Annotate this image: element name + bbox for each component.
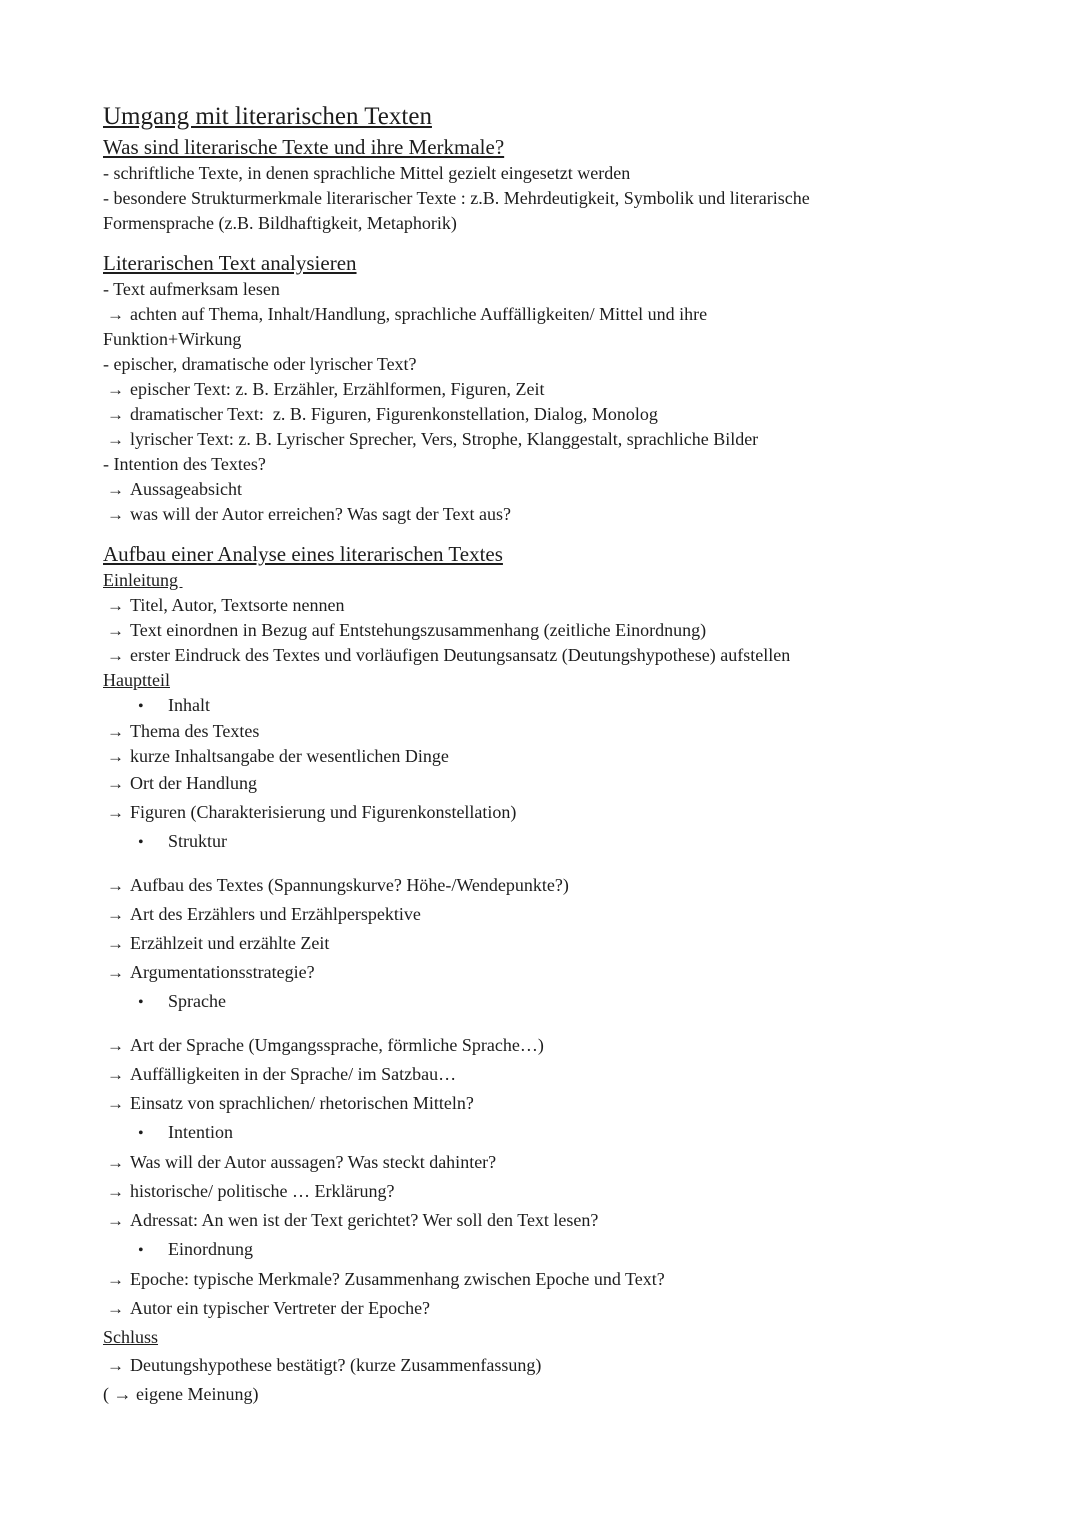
subsection-heading [103,668,1025,693]
bullet-item-text: Einordnung [168,1239,253,1259]
bullet-icon: • [138,698,144,715]
arrow-item-text: Was will der Autor aussagen? Was steckt dahinter? [130,1152,497,1172]
right-arrow-icon: → [107,1299,124,1318]
right-arrow-icon: → [107,876,124,895]
arrow-item [103,377,1025,402]
dash-item-text: - Text aufmerksam lesen [103,279,280,299]
bullet-item [103,1118,1025,1148]
page-title-text: Umgang mit literarischen Texten [103,103,432,130]
arrow-item-text: Ort der Handlung [130,773,257,793]
arrow-item-text: Figuren (Charakterisierung und Figurenkonstellation) [130,802,517,822]
arrow-item [103,798,1025,827]
section-heading-text: Literarischen Text analysieren [103,251,357,275]
subsection-heading [103,1323,1025,1351]
right-arrow-icon: → [107,430,124,449]
arrow-item-text: Deutungshypothese bestätigt? (kurze Zusammenfassung) [130,1355,542,1375]
text-line-text: Formensprache (z.B. Bildhaftigkeit, Metaphorik) [103,213,457,233]
right-arrow-icon: → [107,934,124,953]
right-arrow-icon: → [107,722,124,741]
arrow-item [103,1294,1025,1323]
right-arrow-icon: → [107,1065,124,1084]
arrow-item-text: lyrischer Text: z. B. Lyrischer Sprecher, Vers, Strophe, Klanggestalt, sprachliche Bilder [130,429,759,449]
right-arrow-icon: → [107,621,124,640]
arrow-item [103,1060,1025,1089]
dash-item [103,277,1025,302]
arrow-item-text: was will der Autor erreichen? Was sagt der Text aus? [130,504,511,524]
spacer [103,1017,1025,1031]
arrow-item [103,618,1025,643]
arrow-item [103,1148,1025,1177]
arrow-item-text: Titel, Autor, Textsorte nennen [130,595,345,615]
arrow-item [103,427,1025,452]
text-line-text: ( → eigene Meinung) [103,1384,259,1404]
dash-item-text: - epischer, dramatische oder lyrischer Text? [103,354,417,374]
right-arrow-icon: → [107,1182,124,1201]
arrow-item-text: Autor ein typischer Vertreter der Epoche? [130,1298,431,1318]
arrow-item [103,302,1025,327]
bullet-item [103,987,1025,1017]
right-arrow-icon: → [107,747,124,766]
right-arrow-icon: → [107,803,124,822]
arrow-item [103,502,1025,527]
subsection-heading-text: Hauptteil [103,670,170,690]
arrow-item-text: Argumentationsstrategie? [130,962,315,982]
arrow-item [103,871,1025,900]
arrow-item [103,744,1025,769]
arrow-item [103,1031,1025,1060]
dash-item [103,452,1025,477]
subsection-heading-text: Einleitung [103,570,183,590]
right-arrow-icon: → [107,1153,124,1172]
bullet-item [103,827,1025,857]
spacer [103,527,1025,541]
right-arrow-icon: → [107,774,124,793]
right-arrow-icon: → [107,1356,124,1375]
arrow-item [103,1265,1025,1294]
right-arrow-icon: → [107,1270,124,1289]
page-title [103,100,1025,134]
right-arrow-icon: → [107,305,124,324]
arrow-item-text: Text einordnen in Bezug auf Entstehungszusammenhang (zeitliche Einordnung) [130,620,707,640]
section-heading-text: Was sind literarische Texte und ihre Merkmale? [103,135,505,159]
section-heading [103,134,1025,161]
subsection-heading-text: Schluss [103,1327,159,1347]
arrow-item-text: Art des Erzählers und Erzählperspektive [130,904,421,924]
arrow-item [103,929,1025,958]
arrow-item-text: epischer Text: z. B. Erzähler, Erzählformen, Figuren, Zeit [130,379,545,399]
right-arrow-icon: → [107,380,124,399]
section-heading [103,541,1025,568]
arrow-item [103,643,1025,668]
arrow-item-text: Aufbau des Textes (Spannungskurve? Höhe-/Wendepunkte?) [130,875,569,895]
arrow-item-text: Auffälligkeiten in der Sprache/ im Satzbau… [130,1064,457,1084]
arrow-item [103,1351,1025,1380]
right-arrow-icon: → [107,963,124,982]
arrow-item [103,958,1025,987]
spacer [103,857,1025,871]
bullet-item-text: Intention [168,1122,233,1142]
arrow-item-text: Aussageabsicht [130,479,242,499]
bullet-item [103,693,1025,719]
arrow-item [103,1206,1025,1235]
text-line-text: Funktion+Wirkung [103,329,242,349]
bullet-item [103,1235,1025,1265]
arrow-item-text: Art der Sprache (Umgangssprache, förmliche Sprache…) [130,1035,544,1055]
dash-item [103,186,1025,211]
spacer [103,236,1025,250]
dash-item [103,161,1025,186]
arrow-item-text: Thema des Textes [130,721,260,741]
bullet-icon: • [138,834,144,851]
section-heading [103,250,1025,277]
right-arrow-icon: → [107,905,124,924]
text-line [103,1380,1025,1408]
right-arrow-icon: → [107,505,124,524]
arrow-item-text: Erzählzeit und erzählte Zeit [130,933,330,953]
arrow-item [103,593,1025,618]
section-heading-text: Aufbau einer Analyse eines literarischen Textes [103,542,503,566]
right-arrow-icon: → [107,646,124,665]
text-line [103,327,1025,352]
arrow-item-text: kurze Inhaltsangabe der wesentlichen Dinge [130,746,449,766]
arrow-item-text: erster Eindruck des Textes und vorläufigen Deutungsansatz (Deutungshypothese) aufstellen [130,645,791,665]
arrow-item-text: Epoche: typische Merkmale? Zusammenhang zwischen Epoche und Text? [130,1269,665,1289]
dash-item-text: - besondere Strukturmerkmale literarischer Texte : z.B. Mehrdeutigkeit, Symbolik und literarische [103,188,810,208]
arrow-item [103,402,1025,427]
arrow-item [103,477,1025,502]
bullet-item-text: Inhalt [168,695,210,715]
arrow-item-text: dramatischer Text: z. B. Figuren, Figurenkonstellation, Dialog, Monolog [130,404,658,424]
right-arrow-icon: → [107,1211,124,1230]
arrow-item [103,719,1025,744]
arrow-item [103,900,1025,929]
right-arrow-icon: → [107,596,124,615]
bullet-icon: • [138,1242,144,1259]
right-arrow-icon: → [107,1036,124,1055]
bullet-item-text: Sprache [168,991,226,1011]
dash-item-text: - schriftliche Texte, in denen sprachliche Mittel gezielt eingesetzt werden [103,163,631,183]
dash-item-text: - Intention des Textes? [103,454,266,474]
right-arrow-icon: → [107,480,124,499]
bullet-icon: • [138,1125,144,1142]
subsection-heading [103,568,1025,593]
bullet-icon: • [138,994,144,1011]
right-arrow-icon: → [107,1094,124,1113]
arrow-item [103,769,1025,798]
bullet-item-text: Struktur [168,831,228,851]
arrow-item [103,1089,1025,1118]
dash-item [103,352,1025,377]
arrow-item-text: Adressat: An wen ist der Text gerichtet? Wer soll den Text lesen? [130,1210,599,1230]
arrow-item-text: achten auf Thema, Inhalt/Handlung, sprachliche Auffälligkeiten/ Mittel und ihre [130,304,708,324]
text-line [103,211,1025,236]
arrow-item [103,1177,1025,1206]
right-arrow-icon: → [107,405,124,424]
arrow-item-text: Einsatz von sprachlichen/ rhetorischen Mitteln? [130,1093,474,1113]
arrow-item-text: historische/ politische … Erklärung? [130,1181,395,1201]
